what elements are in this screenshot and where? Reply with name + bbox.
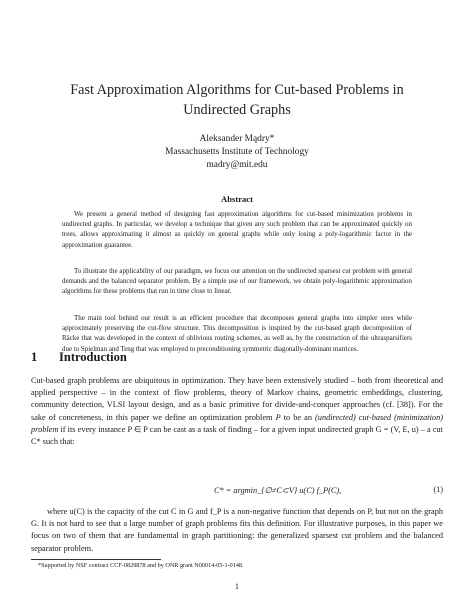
abstract-paragraph-3: The main tool behind our result is an efficient procedure that decomposes general graphs into simpler ones while approximately preserving the cut-flow structure. This decomposition is inspired by the cut-based graph decomposition of Räcke that was developed in the context of oblivious routing schemes, as well as, by the construction of the ultrasparsifiers due to Spielman and Teng that was employed to preconditioning symmetric diagonally-dominant matrices. [62, 314, 412, 353]
equation-expression: C* = argmin_{∅≠C⊂V} u(C) f_P(C), [214, 486, 342, 495]
section-heading [31, 350, 127, 365]
body-emphasis: (undirected) cut-based (minimization) problem [31, 412, 443, 434]
equation-number: (1) [433, 485, 443, 494]
footnote-rule [31, 559, 161, 560]
body-paragraph-2: where u(C) is the capacity of the cut C in G and f_P is a non-negative function that depends on P, but not on the graph G. It is not hard to see that a large number of graph problems fits this definition. For illustrative purposes, in this paper we focus on two of them that are fundamental in graph partitioning: the generalized sparsest cut problem and the balanced separator problem. [31, 507, 443, 553]
equation-1 [31, 485, 443, 499]
abstract-paragraph-1: We present a general method of designing fast approximation algorithms for cut-based minimization problems in undirected graphs. In particular, we develop a technique that given any such problem that can be approximated quickly on trees, allows approximating it almost as quickly on general graphs while only losing a poly-logarithmic factor in the approximation guarantee. [62, 210, 412, 249]
author-affiliation: Massachusetts Institute of Technology [165, 146, 309, 157]
body-paragraph-1 [31, 375, 443, 448]
body-math: P [275, 412, 281, 422]
body-text: if its every instance P ∈ P can be cast as a task of finding – for a given input undirected graph G = (V, E, u) – a cut C* such that: [31, 424, 443, 447]
abstract-paragraph-2: To illustrate the applicability of our paradigm, we focus our attention on the undirected sparsest cut problem with general demands and the balanced separator problem. By a simple use of our framework, we obtain poly-logarithmic approximation algorithms for these problems that run in time close to linear. [62, 267, 412, 296]
author-block [40, 133, 434, 171]
page-number: 1 [234, 582, 240, 591]
body-text: Cut-based graph problems are ubiquitous in optimization. They have been extensively studied – both from theoretical and applied perspective – in the context of flow problems, theory of Markov chains, geometric embeddings, clustering, community detection, VLSI layout design, and as a basic primitive for divide-and-conquer approaches (cf. [38]). For the sake of concreteness, in this paper we define an optimization problem [31, 376, 443, 422]
section-title: Introduction [59, 350, 127, 364]
abstract-heading: Abstract [221, 194, 253, 204]
author-name: Aleksander Mądry* [199, 134, 275, 144]
paper-title: Fast Approximation Algorithms for Cut-based Problems in Undirected Graphs [70, 82, 404, 118]
body-text: to be an [280, 412, 316, 422]
section-number: 1 [31, 350, 38, 364]
footnote: *Supported by NSF contract CCF-0829878 and by ONR grant N00014-05-1-0148. [38, 562, 244, 569]
author-email: madry@mit.edu [206, 159, 268, 170]
